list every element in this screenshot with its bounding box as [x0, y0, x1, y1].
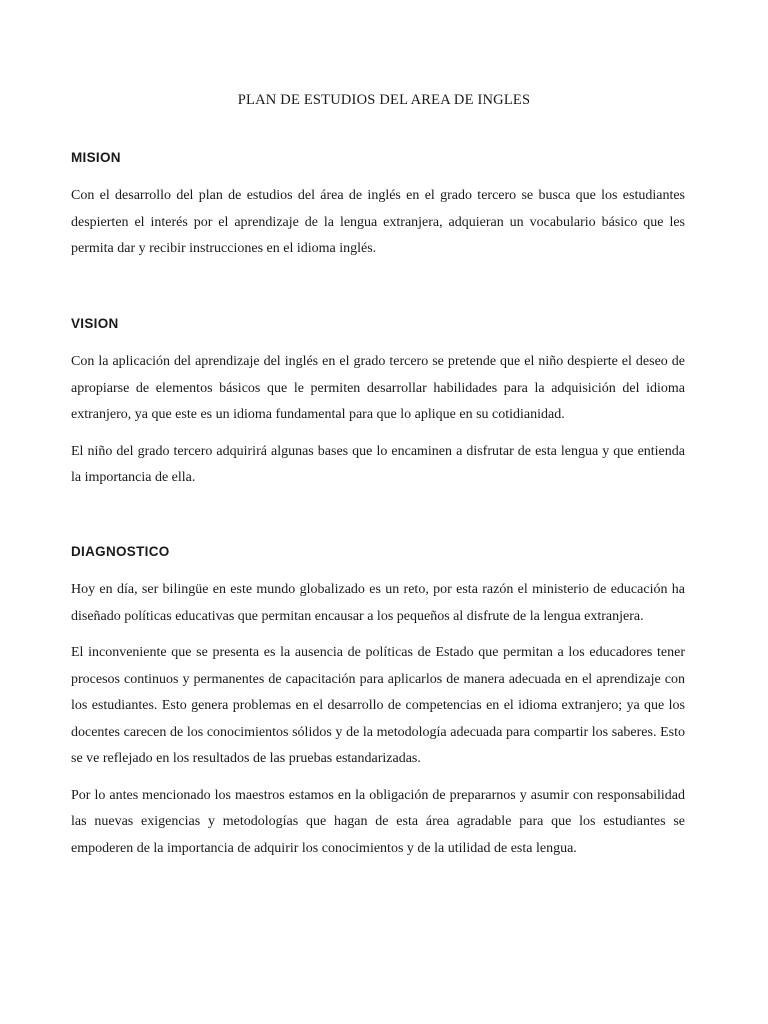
- paragraph-diagnostico-2: El inconveniente que se presenta es la ausencia de políticas de Estado que permitan a los educadores tener procesos continuos y permanentes de capacitación para aplicarlos de manera adecuada en el aprendizaje con los estudiantes. Esto genera problemas en el desarrollo de competencias en el idioma extranjero; ya que los docentes carecen de los conocimientos sólidos y de la metodología adecuada para compartir los saberes. Esto se ve reflejado en los resultados de las pruebas estandarizadas.: [71, 645, 685, 766]
- section-heading-vision: VISION: [71, 316, 119, 331]
- section-heading-mision: MISION: [71, 150, 121, 165]
- section-heading-diagnostico: DIAGNOSTICO: [71, 544, 170, 559]
- paragraph-diagnostico-3: Por lo antes mencionado los maestros estamos en la obligación de prepararnos y asumir con responsabilidad las nuevas exigencias y metodologías que hagan de esta área agradable para que los estudiantes se empoderen de la importancia de adquirir los conocimientos y de la utilidad de esta lengua.: [71, 787, 685, 856]
- section-mision: [71, 150, 685, 273]
- section-diagnostico: [71, 544, 685, 872]
- document-title: PLAN DE ESTUDIOS DEL AREA DE INGLES: [237, 92, 531, 108]
- paragraph-vision-1: Con la aplicación del aprendizaje del inglés en el grado tercero se pretende que el niño despierte el deseo de apropiarse de elementos básicos que le permiten desarrollar habilidades para la adquisición del idioma extranjero, ya que este es un idioma fundamental para que lo aplique en su cotidianidad.: [71, 354, 685, 422]
- section-vision: [71, 316, 685, 502]
- paragraph-mision-1: Con el desarrollo del plan de estudios del área de inglés en el grado tercero se busca que los estudiantes despierten el interés por el aprendizaje de la lengua extranjera, adquieran un vocabulario básico que les permita dar y recibir instrucciones en el idioma inglés.: [71, 188, 685, 256]
- paragraph-vision-2: El niño del grado tercero adquirirá algunas bases que lo encaminen a disfrutar de esta lengua y que entienda la importancia de ella.: [71, 443, 685, 485]
- paragraph-diagnostico-1: Hoy en día, ser bilingüe en este mundo globalizado es un reto, por esta razón el ministerio de educación ha diseñado políticas educativas que permitan encausar a los pequeños al disfrute de la lengua extranjera.: [71, 582, 685, 624]
